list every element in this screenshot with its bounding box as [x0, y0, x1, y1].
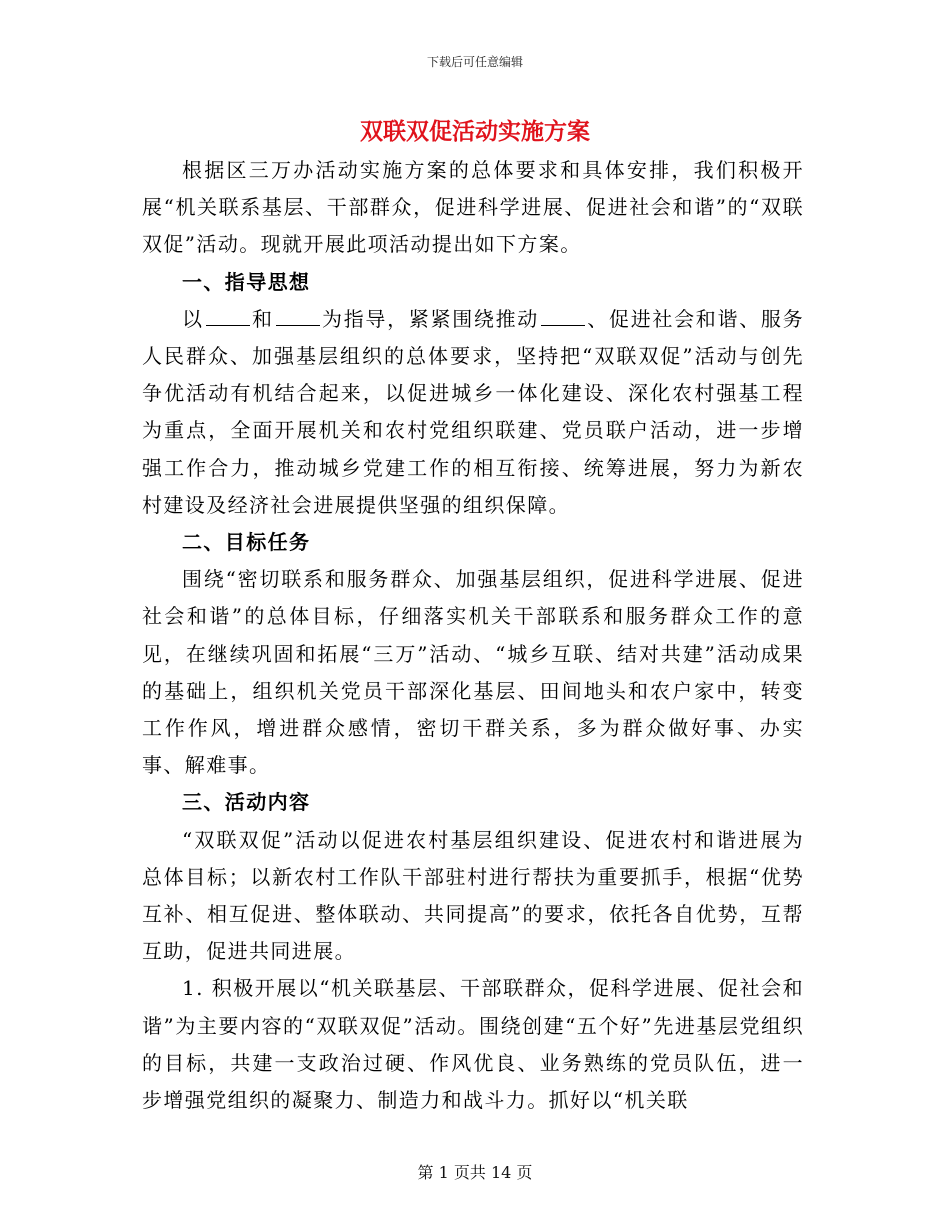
section-heading-goals: 二、目标任务 — [182, 530, 311, 555]
blank-line — [541, 309, 585, 326]
goals-paragraph: 围绕“密切联系和服务群众、加强基层组织，促进科学进展、促进社会和谐”的总体目标，仔细落实机关干部联系和服务群众工作的意见，在继续巩固和拓展“三万”活动、“城乡互联、结对共建”活动成果的基础上，组织机关党员干部深化基层、田间地头和农户家中，转变工作作风，增进群众感情，密切干群关系，多为群众做好事、办实事、解难事。 — [142, 567, 804, 778]
text-fragment: 、促进社会和谐、服务人民群众、加强基层组织的总体要求，坚持把“双联双促”活动与创先争优活动有机结合起来，以促进城乡一体化建设、深化农村强基工程为重点，全面开展机关和农村党组织联建、党员联户活动，进一步增强工作合力，推动城乡党建工作的相互衔接、统筹进展，努力为新农村建设及经济社会进展提供坚强的组织保障。 — [142, 306, 804, 517]
blank-line — [276, 309, 320, 326]
text-fragment: 以 — [182, 306, 204, 331]
document-body — [142, 152, 804, 1119]
section-heading-activities: 三、活动内容 — [182, 790, 311, 815]
text-fragment: 为指导，紧紧围绕推动 — [321, 306, 539, 331]
header-note: 下载后可任意编辑 — [426, 55, 523, 69]
document-title: 双联双促活动实施方案 — [360, 119, 590, 145]
activities-item-1: 1. 积极开展以“机关联基层、干部联群众，促科学进展、促社会和谐”为主要内容的“双联双促”活动。围绕创建“五个好”先进基层党组织的目标，共建一支政治过硬、作风优良、业务熟练的党员队伍，进一步增强党组织的凝聚力、制造力和战斗力。抓好以“机关联 — [142, 976, 804, 1113]
section-heading-guiding-ideology: 一、指导思想 — [182, 269, 311, 294]
page-number: 第 1 页共 14 页 — [417, 1163, 533, 1182]
intro-paragraph: 根据区三万办活动实施方案的总体要求和具体安排，我们积极开展“机关联系基层、干部群众，促进科学进展、促进社会和谐”的“双联双促”活动。现就开展此项活动提出如下方案。 — [142, 158, 804, 257]
text-fragment: 和 — [251, 306, 274, 331]
activities-paragraph: “双联双促”活动以促进农村基层组织建设、促进农村和谐进展为总体目标；以新农村工作队干部驻村进行帮扶为重要抓手，根据“优势互补、相互促进、整体联动、共同提高”的要求，依托各自优势，互帮互助，促进共同进展。 — [142, 827, 804, 964]
blank-line — [206, 309, 250, 326]
guiding-ideology-paragraph — [142, 301, 804, 524]
